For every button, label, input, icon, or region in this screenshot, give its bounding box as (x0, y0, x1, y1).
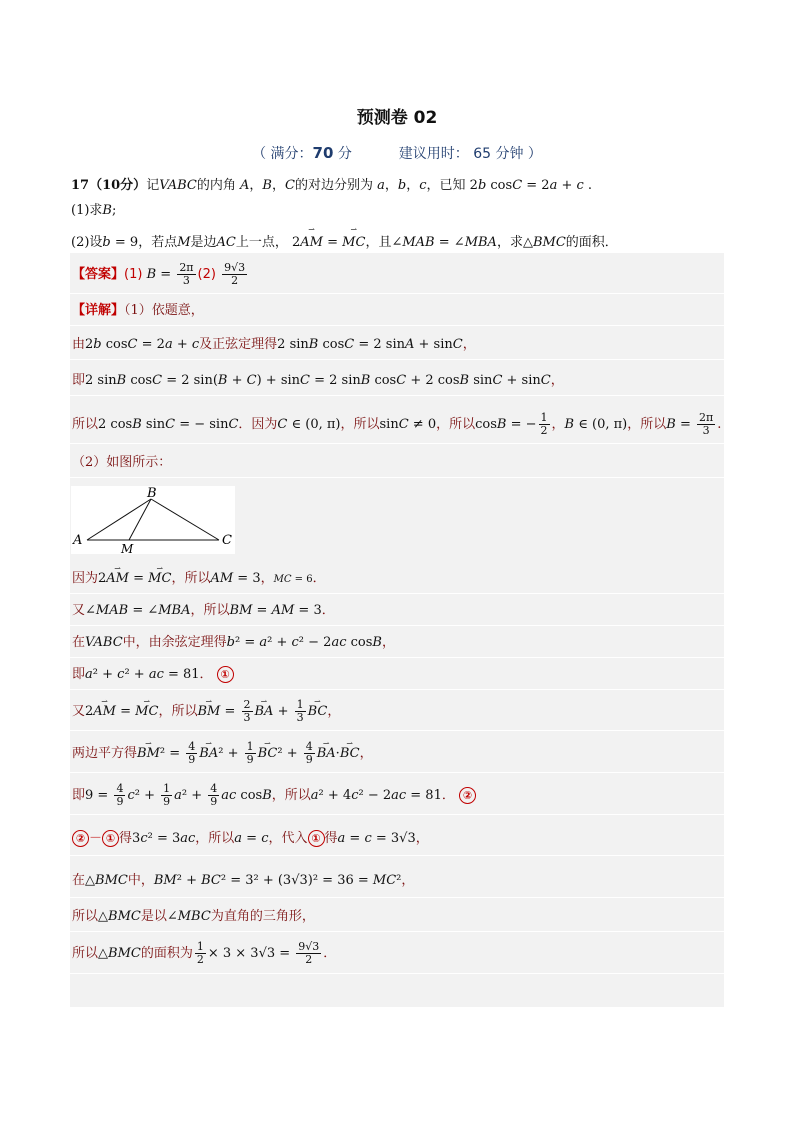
solution-line-7: 即a² + c² + ac = 81． ① (70, 660, 724, 690)
solution-line-6: 在VABC中，由余弦定理得b² = a² + c² − 2ac cosB， (70, 628, 724, 658)
question-part2: (2)设b = 9，若点M是边AC上一点， 2⇀ AM = ⇀ MC，且∠MAB = ∠MBA，求△BMC的面积． (71, 231, 618, 250)
detail-intro: 【详解】（1）依题意， (70, 296, 724, 326)
vertex-label-c: C (222, 533, 232, 548)
solution-line-5: 又∠MAB = ∠MBA，所以BM = AM = 3． (70, 596, 724, 626)
page-title: 预测卷 02 (356, 108, 438, 128)
given-condition: 2b cosC = 2a + c (469, 178, 584, 193)
triangle-figure (71, 486, 235, 554)
solution-line-9: 两边平方得⇀ BM² = $\frac{4}{9}$ ⇀ BA² + $\frac{1}{9}$ ⇀ BC² + $\frac{4}{9}$ ⇀ BA·⇀ BC， (70, 735, 724, 773)
detail-tag: 【详解】 (72, 303, 125, 318)
solution-line-14: 所以△BMC的面积为 $\frac{1}{2}$ × 3 × 3√3 = $\frac{9√3}{2}$ ． (70, 934, 724, 974)
question-part1: (1)求B; (71, 203, 117, 218)
solution-line-2: 即2 sinB cosC = 2 sin(B + C) + sinC = 2 sinB cosC + 2 cosB sinC + sinC， (70, 366, 724, 396)
question-number: 17（10分） (71, 178, 147, 193)
solution-line-3: 所以2 cosB sinC = − sinC．因为C ∈ (0, π)，所以sinC ≠ 0，所以cosB = − $\frac{1}{2}$ ，B ∈ (0, π)，所以B = $\frac{2\pi}{3}$ . (70, 406, 724, 444)
point-label-m: M (121, 542, 134, 554)
solution-line-1: 由2b cosC = 2a + c及正弦定理得2 sinB cosC = 2 sinA + sinC， (70, 330, 724, 360)
time-value: 65 (473, 146, 492, 162)
triangle-name: VABC (159, 178, 197, 193)
equation-marker-2: ② (459, 787, 476, 804)
full-score-label: （ 满分： (252, 146, 313, 162)
time-unit: 分钟 ） (495, 146, 542, 162)
full-score-unit: 分 (337, 146, 352, 162)
solution-line-11: ② － ① 得3c² = 3ac，所以a = c，代入 ① 得a = c = 3√3， (70, 822, 724, 856)
exam-info (0, 143, 794, 163)
answer-line: 【答案】(1) B = $\frac{2\pi}{3}$ (2) $\frac{9√3}{2}$ (70, 256, 724, 294)
solution-line-10: 即9 = $\frac{4}{9}$ c² + $\frac{1}{9}$ a² + $\frac{4}{9}$ ac cosB，所以a² + 4c² − 2ac = 81． ② (70, 777, 724, 815)
full-score-value: 70 (312, 144, 334, 162)
solution-line-4: 因为2⇀ AM = ⇀ MC，所以AM = 3，MC = 6． (70, 564, 724, 594)
answer-tag: 【答案】 (72, 267, 125, 282)
solution-line-13: 所以△BMC是以∠MBC为直角的三角形， (70, 902, 724, 932)
time-label: 建议用时： (398, 146, 469, 162)
equation-marker-1: ① (217, 666, 234, 683)
vertex-label-a: A (73, 533, 83, 548)
vertex-label-b: B (147, 486, 157, 501)
solution-line-8: 又2⇀ AM = ⇀ MC，所以⇀ BM = $\frac{2}{3}$ ⇀ BA + $\frac{1}{3}$ ⇀ BC， (70, 693, 724, 731)
triangle-diagram (71, 486, 235, 554)
solution-line-12: 在△BMC中，BM² + BC² = 3² + (3√3)² = 36 = MC²， (70, 864, 724, 898)
solution-part2-intro: （2）如图所示： (70, 448, 724, 478)
question-stem: 17（10分）记VABC的内角 A，B，C的对边分别为 a，b，c，已知 2b cosC = 2a + c . (71, 178, 593, 193)
